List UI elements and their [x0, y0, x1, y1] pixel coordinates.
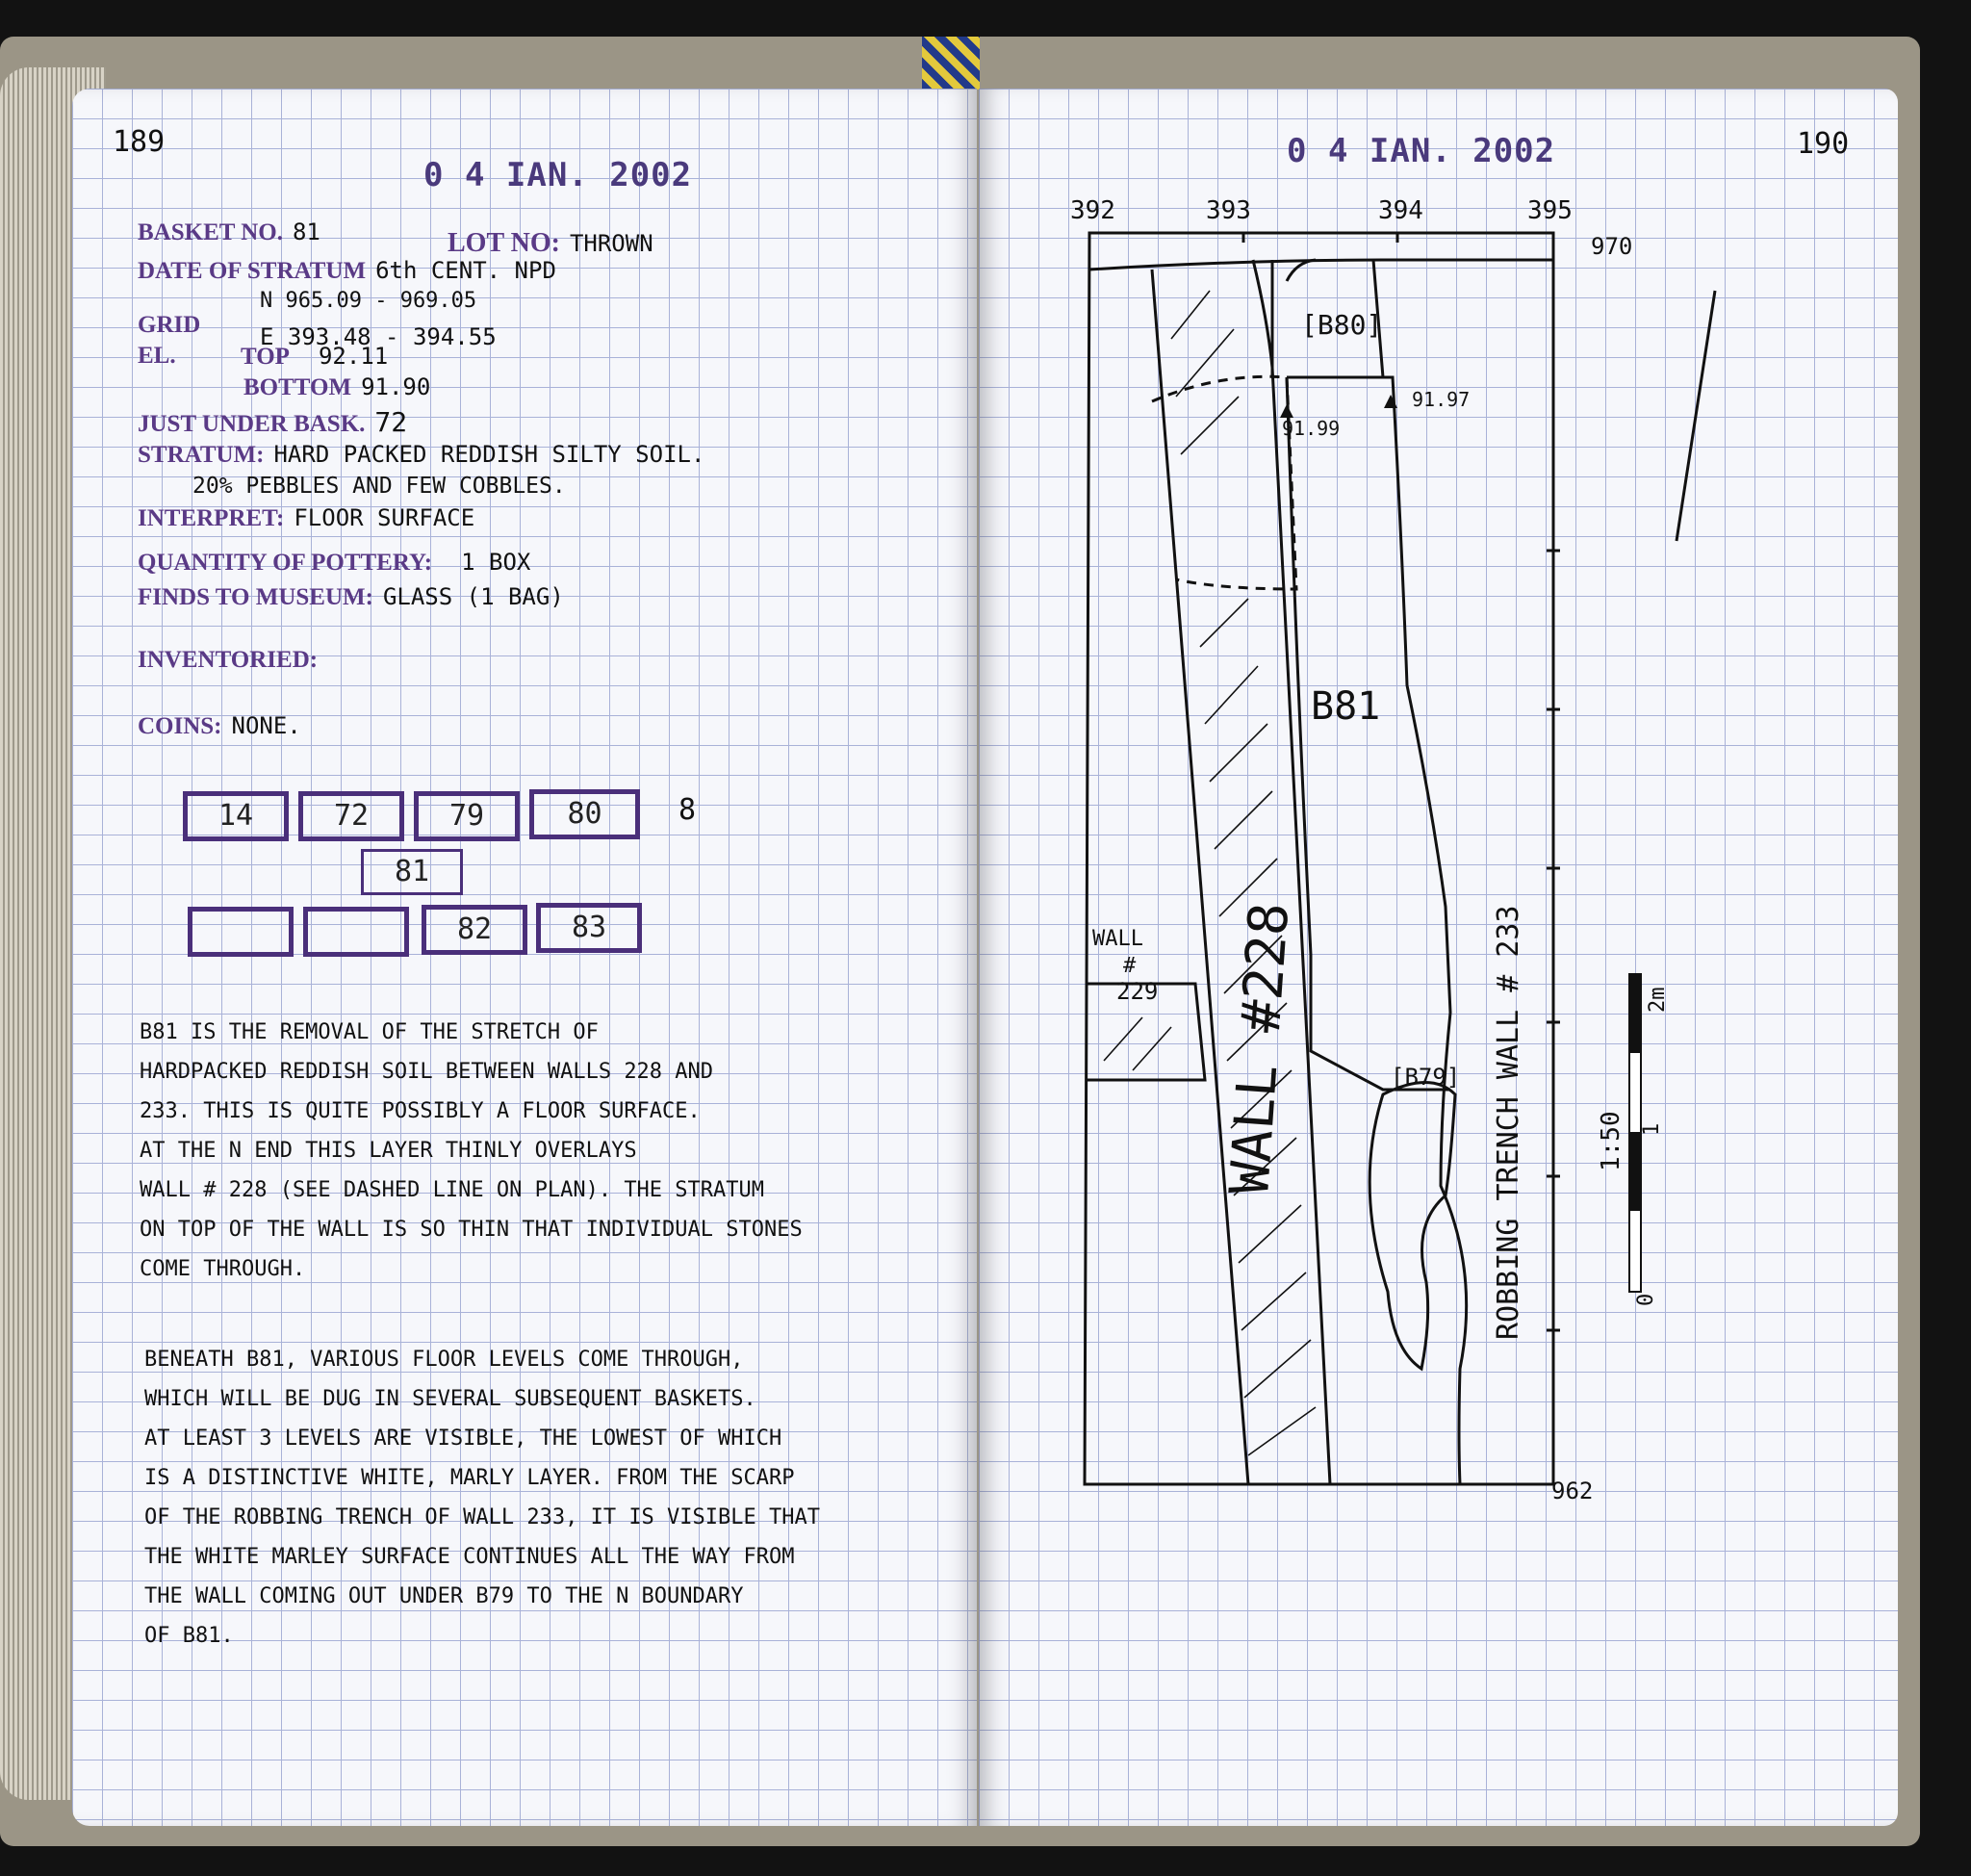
- scale-top-label: 2m: [1646, 987, 1670, 1013]
- basket-box: [303, 907, 409, 957]
- wall-228-west-edge: [1152, 270, 1248, 1484]
- wall-229-label: WALL: [1092, 927, 1143, 951]
- wall-229-label: #: [1123, 954, 1137, 978]
- coins-value: NONE.: [231, 712, 301, 739]
- basket-no-label: BASKET NO.: [138, 219, 283, 245]
- el-bottom-label: BOTTOM: [243, 374, 352, 400]
- lot-no-value: THROWN: [569, 230, 653, 257]
- scale-ratio-label: 1:50: [1597, 1111, 1625, 1171]
- finds-label: FINDS TO MUSEUM:: [138, 584, 373, 610]
- basket-no-value: 81: [292, 218, 320, 245]
- just-under-field: [138, 406, 407, 438]
- scale-zero-label: 0: [1634, 1293, 1658, 1306]
- x-tick-label: 394: [1378, 196, 1423, 225]
- y-bottom-label: 962: [1551, 1478, 1594, 1504]
- el-top-value: 92.11: [318, 343, 389, 370]
- b81-label: B81: [1311, 684, 1381, 729]
- basket-no-field: [138, 218, 320, 246]
- el-bottom-field: [243, 373, 430, 401]
- paragraph-line: OF THE ROBBING TRENCH OF WALL 233, IT IS VISIBLE THAT: [144, 1505, 820, 1529]
- stratum-field: [138, 441, 704, 469]
- right-page: [979, 89, 1898, 1826]
- north-baulk: [1089, 260, 1553, 270]
- robbing-trench-label: ROBBING TRENCH WALL # 233: [1492, 905, 1525, 1340]
- y-top-label: 970: [1591, 233, 1633, 260]
- date-of-stratum-label: DATE OF STRATUM: [138, 258, 367, 284]
- paragraph-line: WHICH WILL BE DUG IN SEVERAL SUBSEQUENT BASKETS.: [144, 1387, 756, 1411]
- paragraph-line: HARDPACKED REDDISH SOIL BETWEEN WALLS 228 AND: [140, 1060, 714, 1084]
- x-tick-label: 392: [1070, 196, 1115, 225]
- page-number: 189: [113, 125, 166, 159]
- el-top-label: TOP: [241, 344, 290, 370]
- basket-box: 82: [422, 905, 527, 955]
- date-stamp: 0 4 IAN. 2002: [1287, 132, 1556, 170]
- interpret-label: INTERPRET:: [138, 505, 285, 531]
- paragraph-line: OF B81.: [144, 1624, 234, 1648]
- date-of-stratum-value: 6th CENT. NPD: [375, 257, 556, 284]
- paragraph-line: IS A DISTINCTIVE WHITE, MARLY LAYER. FROM THE SCARP: [144, 1466, 795, 1490]
- grid-e-value: E 393.48 - 394.55: [260, 323, 497, 350]
- paragraph-line: THE WALL COMING OUT UNDER B79 TO THE N BOUNDARY: [144, 1584, 744, 1608]
- x-tick-label: 395: [1527, 196, 1573, 225]
- just-under-label: JUST UNDER BASK.: [138, 411, 366, 437]
- basket-box-current: 81: [361, 849, 463, 895]
- interpret-field: [138, 504, 474, 532]
- paragraph-line: ON TOP OF THE WALL IS SO THIN THAT INDIVIDUAL STONES: [140, 1218, 803, 1242]
- b79-label: [B79]: [1391, 1064, 1461, 1091]
- pottery-label: QUANTITY OF POTTERY:: [138, 550, 433, 576]
- wall-228-label: WALL #228: [1218, 900, 1302, 1196]
- lot-no-field: [448, 228, 653, 259]
- paragraph-line: COME THROUGH.: [140, 1257, 306, 1281]
- paragraph-line: THE WHITE MARLEY SURFACE CONTINUES ALL THE WAY FROM: [144, 1545, 795, 1569]
- elevation-label: 91.99: [1282, 417, 1341, 440]
- b81-east-boundary: [1287, 377, 1467, 1484]
- paragraph-line: AT LEAST 3 LEVELS ARE VISIBLE, THE LOWEST OF WHICH: [144, 1426, 782, 1451]
- paragraph-line: AT THE N END THIS LAYER THINLY OVERLAYS: [140, 1139, 637, 1163]
- pottery-field: [138, 549, 530, 577]
- lot-no-label: LOT NO:: [448, 228, 560, 258]
- stratum-line2: 20% PEBBLES AND FEW COBBLES.: [192, 474, 566, 499]
- stratum-line1: HARD PACKED REDDISH SILTY SOIL.: [273, 441, 705, 468]
- finds-field: [138, 583, 564, 611]
- beneath-paragraph: [144, 1340, 820, 1656]
- excavation-plan: [979, 89, 1898, 1826]
- just-under-value: 72: [374, 406, 408, 438]
- coins-field: [138, 712, 301, 740]
- b80-label: [B80]: [1301, 309, 1383, 341]
- grid-label: GRID: [138, 312, 201, 338]
- coins-label: COINS:: [138, 713, 222, 739]
- grid-n-value: N 965.09 - 969.05: [260, 289, 477, 313]
- north-arrow: [1677, 291, 1715, 541]
- interpret-value: FLOOR SURFACE: [294, 504, 475, 531]
- x-tick-label: 393: [1206, 196, 1251, 225]
- left-page: [72, 89, 977, 1826]
- paragraph-line: BENEATH B81, VARIOUS FLOOR LEVELS COME THROUGH,: [144, 1348, 744, 1372]
- basket-box: 79: [414, 791, 520, 841]
- basket-box: [188, 907, 294, 957]
- description-paragraph: [140, 1013, 803, 1289]
- wall-229-label: 229: [1116, 978, 1159, 1005]
- el-label: EL.: [138, 343, 176, 369]
- stratum-label: STRATUM:: [138, 442, 265, 468]
- date-stamp: 0 4 IAN. 2002: [423, 156, 693, 194]
- date-of-stratum-field: [138, 257, 556, 285]
- paragraph-line: 233. THIS IS QUITE POSSIBLY A FLOOR SURFACE.: [140, 1099, 701, 1123]
- el-bottom-value: 91.90: [361, 373, 431, 400]
- el-top-field: [241, 343, 388, 371]
- finds-value: GLASS (1 BAG): [382, 583, 564, 610]
- b81-inner-line: [1287, 377, 1450, 1090]
- pottery-value: 1 BOX: [461, 549, 531, 576]
- page-number: 190: [1797, 127, 1850, 161]
- elevation-label: 91.97: [1412, 388, 1471, 411]
- bookmark-ribbon: [922, 37, 980, 90]
- basket-box: 80: [529, 789, 640, 839]
- paragraph-line: B81 IS THE REMOVAL OF THE STRETCH OF: [140, 1020, 599, 1044]
- inventoried-label: INVENTORIED:: [138, 647, 319, 673]
- box-side-note: 8: [678, 793, 697, 827]
- paragraph-line: WALL # 228 (SEE DASHED LINE ON PLAN). THE STRATUM: [140, 1178, 765, 1202]
- basket-box: 83: [536, 903, 642, 953]
- basket-box: 14: [183, 791, 289, 841]
- basket-box: 72: [298, 791, 404, 841]
- scale-mid-label: 1: [1640, 1122, 1664, 1136]
